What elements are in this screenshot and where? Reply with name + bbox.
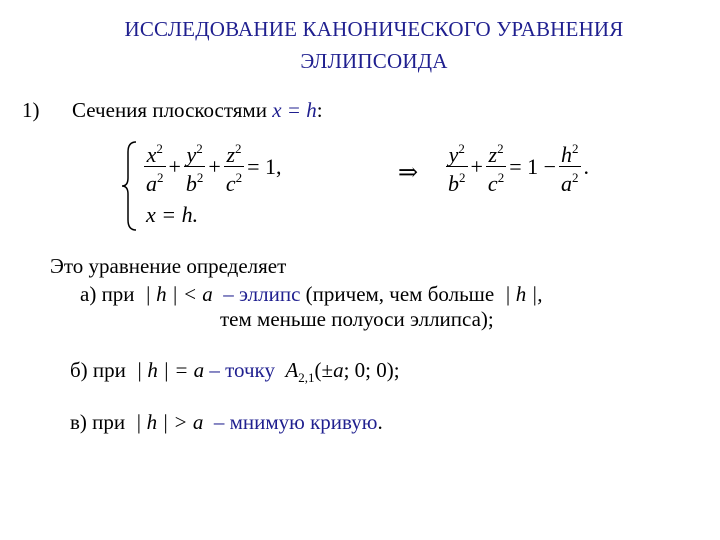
case-c-line bbox=[70, 410, 383, 435]
equals-one-minus: = 1 − bbox=[509, 153, 557, 179]
intro-text: Это уравнение определяет bbox=[50, 254, 287, 278]
case-b-coords-a: a bbox=[333, 358, 344, 382]
equals-one: = 1, bbox=[247, 153, 282, 179]
section-heading bbox=[72, 98, 323, 123]
plus-sign: + bbox=[168, 153, 181, 179]
system-line-1 bbox=[144, 138, 285, 195]
section-heading-text: Сечения плоскостями bbox=[72, 98, 267, 122]
case-b-point: A bbox=[285, 358, 299, 382]
slide-title-line-2: ЭЛЛИПСОИДА bbox=[300, 49, 448, 73]
implies-arrow-icon: ⇒ bbox=[398, 160, 419, 186]
case-c-result: – мнимую кривую bbox=[213, 410, 378, 434]
case-b-prefix: б) при bbox=[70, 358, 126, 382]
case-a-prefix: а) при bbox=[80, 282, 135, 306]
fraction-z2-c2: $\frac{z^2}{c^2}$ bbox=[486, 138, 506, 195]
case-b-subscript: 2,1 bbox=[298, 370, 315, 385]
case-c-end: . bbox=[377, 410, 383, 434]
fraction-y2-b2: $\frac{y^2}{b^2}$ bbox=[446, 138, 468, 195]
slide-title-line-1: ИССЛЕДОВАНИЕ КАНОНИЧЕСКОГО УРАВНЕНИЯ bbox=[124, 17, 624, 41]
case-b-coords-open: (± bbox=[314, 358, 334, 382]
fraction-y2-b2: $\frac{y^2}{b^2}$ bbox=[184, 138, 206, 195]
case-c-prefix: в) при bbox=[70, 410, 126, 434]
case-b-line bbox=[70, 358, 400, 386]
case-a-line-1 bbox=[80, 282, 542, 307]
result-equation bbox=[446, 138, 592, 195]
case-a-condition: | h | < a bbox=[145, 282, 213, 306]
fraction-h2-a2: $\frac{h^2}{a^2}$ bbox=[559, 138, 581, 195]
fraction-z2-c2: $\frac{z^2}{c^2}$ bbox=[224, 138, 244, 195]
case-a-note-h: | h |, bbox=[504, 282, 543, 306]
plus-sign: + bbox=[470, 153, 483, 179]
case-b-result: – точку bbox=[209, 358, 275, 382]
case-c-condition: | h | > a bbox=[135, 410, 204, 434]
section-plane: x = h bbox=[272, 98, 317, 122]
plus-sign: + bbox=[208, 153, 221, 179]
section-number: 1) bbox=[22, 98, 40, 122]
case-b-coords-rest: ; 0; 0); bbox=[343, 358, 400, 382]
case-a-note: (причем, чем больше bbox=[305, 282, 495, 306]
period: . bbox=[583, 153, 590, 179]
case-a-line-2: тем меньше полуоси эллипса); bbox=[220, 307, 494, 331]
case-a-result: – эллипс bbox=[223, 282, 301, 306]
section-colon: : bbox=[316, 98, 323, 122]
case-b-condition: | h | = a bbox=[136, 358, 205, 382]
fraction-x2-a2: $\frac{x^2}{a^2}$ bbox=[144, 138, 166, 195]
system-line-2: x = h. bbox=[146, 202, 199, 227]
system-brace bbox=[120, 140, 140, 232]
